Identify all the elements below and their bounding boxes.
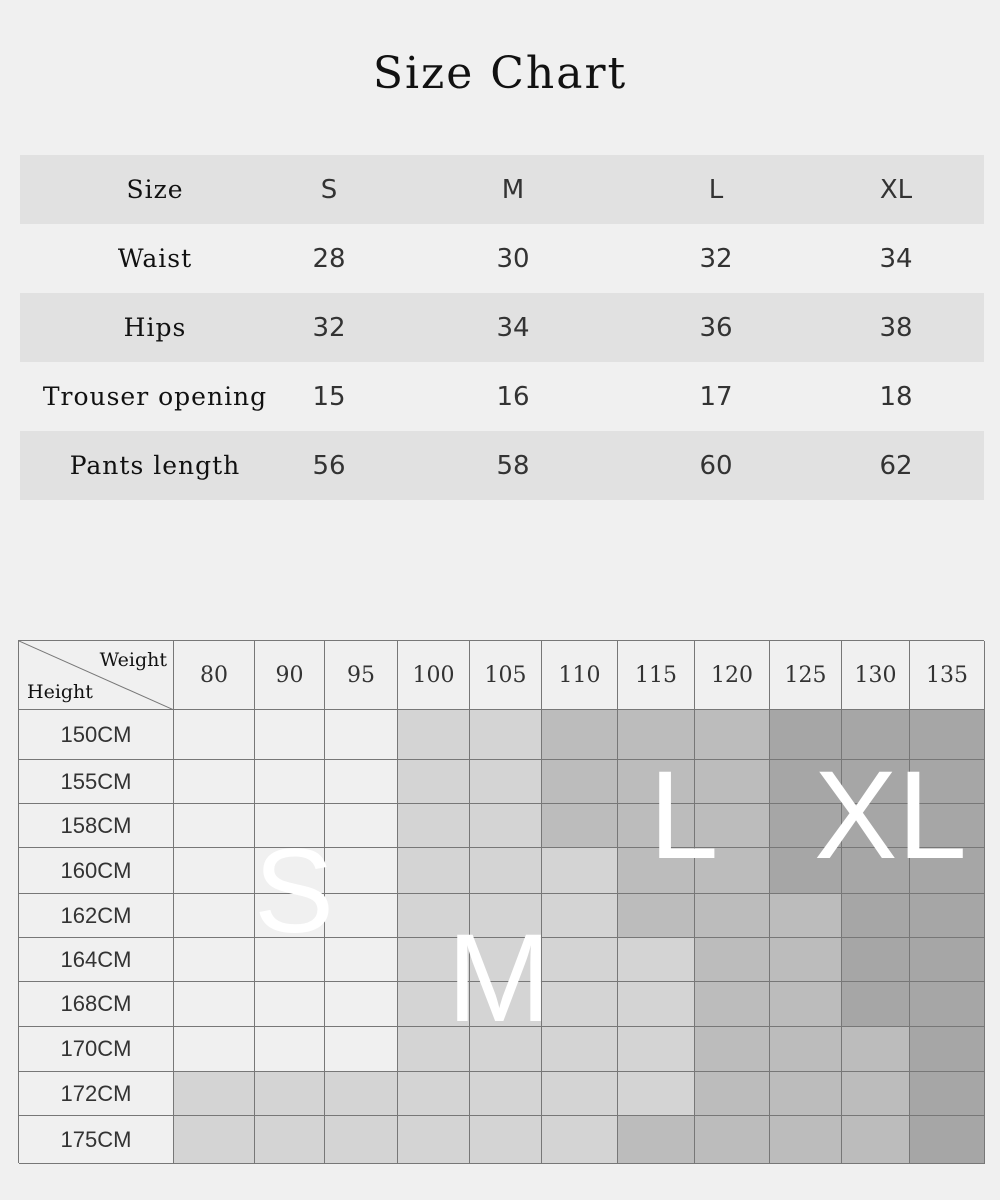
grid-cell-l (842, 1027, 910, 1072)
grid-cell-xl (770, 760, 842, 804)
grid-cell-s (325, 982, 398, 1027)
grid-cell-m (398, 1027, 470, 1072)
weight-axis-label: Weight (99, 649, 167, 671)
weight-header: 105 (470, 641, 542, 710)
grid-cell-l (695, 710, 770, 760)
grid-cell-l (695, 894, 770, 938)
grid-cell-l (842, 1072, 910, 1116)
table-cell: 34 (879, 243, 913, 274)
table-cell: 17 (699, 381, 733, 412)
table-cell: 38 (879, 312, 913, 343)
grid-cell-xl (842, 938, 910, 982)
grid-cell-l (618, 1116, 695, 1164)
table-cell: 28 (312, 243, 346, 274)
grid-cell-m (470, 1116, 542, 1164)
grid-cell-s (174, 848, 255, 894)
grid-cell-m (618, 1072, 695, 1116)
grid-cell-s (174, 1027, 255, 1072)
size-zone-label-m: M (447, 909, 552, 1048)
row-label: Trouser opening (42, 382, 268, 411)
grid-cell-l (770, 982, 842, 1027)
grid-cell-l (695, 1072, 770, 1116)
grid-cell-l (618, 848, 695, 894)
table-cell: 15 (312, 381, 346, 412)
grid-cell-xl (910, 1116, 985, 1164)
grid-cell-xl (770, 710, 842, 760)
table-row (20, 362, 984, 431)
grid-cell-m (398, 1072, 470, 1116)
grid-cell-xl (910, 894, 985, 938)
weight-header: 125 (770, 641, 842, 710)
grid-cell-xl (842, 710, 910, 760)
grid-cell-l (695, 848, 770, 894)
grid-cell-l (695, 1116, 770, 1164)
grid-cell-m (398, 848, 470, 894)
grid-cell-s (255, 1027, 325, 1072)
grid-cell-m (174, 1116, 255, 1164)
corner-header (19, 641, 174, 710)
grid-cell-s (325, 1027, 398, 1072)
grid-cell-l (695, 760, 770, 804)
grid-cell-m (542, 1072, 618, 1116)
grid-cell-m (618, 1027, 695, 1072)
grid-cell-m (398, 1116, 470, 1164)
grid-cell-l (542, 760, 618, 804)
table-cell: 34 (496, 312, 530, 343)
table-row (20, 293, 984, 362)
grid-cell-m (618, 982, 695, 1027)
grid-cell-m (542, 894, 618, 938)
weight-height-grid (18, 640, 984, 1163)
table-cell: 16 (496, 381, 530, 412)
grid-cell-s (325, 894, 398, 938)
grid-cell-s (255, 804, 325, 848)
grid-cell-m (398, 760, 470, 804)
grid-cell-m (470, 938, 542, 982)
row-label: Pants length (69, 451, 241, 480)
grid-cell-s (174, 804, 255, 848)
grid-cell-s (325, 938, 398, 982)
table-cell: 60 (699, 450, 733, 481)
table-cell: 18 (879, 381, 913, 412)
grid-cell-m (470, 848, 542, 894)
grid-cell-m (542, 938, 618, 982)
grid-cell-m (398, 710, 470, 760)
height-header: 172CM (19, 1072, 174, 1116)
height-header: 162CM (19, 894, 174, 938)
height-header: 170CM (19, 1027, 174, 1072)
grid-cell-s (174, 982, 255, 1027)
grid-cell-s (255, 760, 325, 804)
grid-cell-l (842, 1116, 910, 1164)
grid-cell-m (542, 1027, 618, 1072)
measurement-table (20, 155, 984, 500)
weight-header: 120 (695, 641, 770, 710)
grid-cell-l (770, 1072, 842, 1116)
grid-cell-m (398, 894, 470, 938)
grid-cell-s (174, 938, 255, 982)
grid-cell-m (470, 760, 542, 804)
height-axis-label: Height (27, 681, 93, 703)
row-label: Hips (123, 313, 187, 342)
grid-cell-l (695, 938, 770, 982)
grid-cell-m (470, 804, 542, 848)
grid-cell-xl (910, 938, 985, 982)
grid-cell-m (174, 1072, 255, 1116)
table-cell: 56 (312, 450, 346, 481)
weight-header: 110 (542, 641, 618, 710)
grid-cell-m (398, 804, 470, 848)
grid-cell-s (255, 982, 325, 1027)
height-header: 164CM (19, 938, 174, 982)
table-cell: 62 (879, 450, 913, 481)
grid-cell-s (255, 710, 325, 760)
grid-cell-s (255, 894, 325, 938)
grid-cell-s (255, 848, 325, 894)
grid-cell-xl (910, 804, 985, 848)
grid-cell-xl (842, 848, 910, 894)
grid-cell-l (770, 1116, 842, 1164)
grid-cell-l (618, 710, 695, 760)
grid-cell-xl (770, 848, 842, 894)
grid-cell-l (770, 938, 842, 982)
size-zone-label-s: S (254, 824, 335, 958)
grid-cell-m (542, 848, 618, 894)
grid-cell-l (770, 1027, 842, 1072)
grid-cell-xl (842, 804, 910, 848)
grid-cell-xl (842, 894, 910, 938)
table-row (20, 431, 984, 500)
height-header: 150CM (19, 710, 174, 760)
grid-cell-l (695, 982, 770, 1027)
grid-cell-m (325, 1116, 398, 1164)
grid-cell-s (325, 760, 398, 804)
weight-header: 95 (325, 641, 398, 710)
grid-cell-m (470, 894, 542, 938)
size-zone-label-l: L (649, 746, 719, 885)
grid-cell-m (618, 938, 695, 982)
height-header: 155CM (19, 760, 174, 804)
grid-cell-m (255, 1072, 325, 1116)
grid-cell-m (542, 1116, 618, 1164)
height-header: 158CM (19, 804, 174, 848)
grid-cell-m (398, 938, 470, 982)
weight-header: 130 (842, 641, 910, 710)
table-cell: 32 (699, 243, 733, 274)
weight-header: 90 (255, 641, 325, 710)
grid-cell-l (695, 1027, 770, 1072)
size-header-l: L (708, 174, 724, 205)
weight-header: 80 (174, 641, 255, 710)
size-header-m: M (501, 174, 525, 205)
grid-cell-xl (910, 848, 985, 894)
grid-cell-s (325, 848, 398, 894)
grid-cell-xl (910, 760, 985, 804)
height-header: 160CM (19, 848, 174, 894)
table-row (20, 155, 984, 224)
grid-cell-m (398, 982, 470, 1027)
grid-cell-l (542, 710, 618, 760)
weight-header: 135 (910, 641, 985, 710)
grid-cell-s (174, 894, 255, 938)
size-header-xl: XL (879, 174, 913, 205)
grid-cell-l (770, 894, 842, 938)
grid-cell-s (174, 710, 255, 760)
weight-header: 100 (398, 641, 470, 710)
table-row (20, 224, 984, 293)
grid-cell-xl (770, 804, 842, 848)
size-zone-label-xl: XL (814, 746, 967, 885)
table-cell: 32 (312, 312, 346, 343)
grid-cell-m (470, 982, 542, 1027)
grid-cell-xl (910, 1072, 985, 1116)
grid-cell-l (618, 760, 695, 804)
grid-cell-xl (910, 982, 985, 1027)
grid-cell-l (618, 894, 695, 938)
grid-cell-m (470, 1072, 542, 1116)
table-cell: 58 (496, 450, 530, 481)
grid-cell-xl (910, 710, 985, 760)
grid-cell-xl (842, 760, 910, 804)
grid-cell-xl (910, 1027, 985, 1072)
height-header: 168CM (19, 982, 174, 1027)
size-header-s: S (320, 174, 338, 205)
grid-cell-s (325, 804, 398, 848)
grid-cell-m (470, 1027, 542, 1072)
table-cell: 36 (699, 312, 733, 343)
grid-cell-m (255, 1116, 325, 1164)
page-title: Size Chart (372, 48, 628, 99)
grid-cell-m (542, 982, 618, 1027)
grid-cell-l (618, 804, 695, 848)
grid-cell-s (255, 938, 325, 982)
grid-cell-m (325, 1072, 398, 1116)
table-cell: 30 (496, 243, 530, 274)
grid-cell-xl (842, 982, 910, 1027)
grid-cell-l (695, 804, 770, 848)
grid-cell-s (174, 760, 255, 804)
grid-cell-s (325, 710, 398, 760)
grid-cell-m (470, 710, 542, 760)
grid-cell-l (542, 804, 618, 848)
height-header: 175CM (19, 1116, 174, 1164)
weight-header: 115 (618, 641, 695, 710)
row-label: Waist (117, 244, 193, 273)
size-header-label: Size (126, 175, 184, 204)
